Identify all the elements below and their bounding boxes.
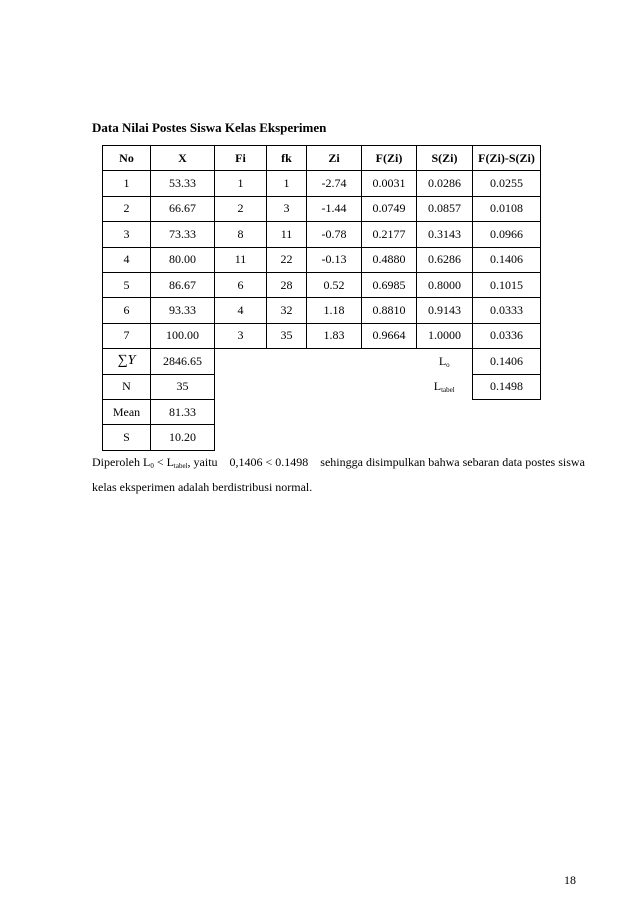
header-cell: No (103, 146, 151, 171)
header-cell: X (151, 146, 215, 171)
table-cell: 0.1015 (473, 272, 541, 297)
table-cell: 1 (103, 171, 151, 196)
lo-value: 0.1406 (473, 349, 541, 374)
table-cell: 35 (267, 323, 307, 348)
n-row (103, 374, 541, 399)
n-label: N (103, 374, 151, 399)
table-cell: 0.2177 (362, 222, 417, 247)
table-title: Data Nilai Postes Siswa Kelas Eksperimen (92, 120, 327, 135)
table-cell: 1 (267, 171, 307, 196)
table-cell: -1.44 (307, 196, 362, 221)
table-cell: 0.6286 (417, 247, 473, 272)
table-cell: 0.9664 (362, 323, 417, 348)
table-cell: 0.9143 (417, 298, 473, 323)
mean-row (103, 399, 541, 424)
table-cell: 66.67 (151, 196, 215, 221)
table-cell: 0.8000 (417, 272, 473, 297)
table-cell: 80.00 (151, 247, 215, 272)
table-cell: 32 (267, 298, 307, 323)
table-cell: 8 (215, 222, 267, 247)
table-cell: 86.67 (151, 272, 215, 297)
table-cell: 0.0108 (473, 196, 541, 221)
header-cell: fk (267, 146, 307, 171)
conclusion-line-1: Diperoleh $L_0 < L_{tabel}$, yaitu 0,1406 < 0.1498 sehingga disimpulkan bahwa sebaran data postes siswa (92, 455, 585, 470)
table-cell: 0.0966 (473, 222, 541, 247)
table-cell: 0.3143 (417, 222, 473, 247)
table-cell: 3 (215, 323, 267, 348)
table-cell: 0.4880 (362, 247, 417, 272)
table-cell: 1.0000 (417, 323, 473, 348)
table-cell: 3 (267, 196, 307, 221)
table-cell: 53.33 (151, 171, 215, 196)
table-cell: 73.33 (151, 222, 215, 247)
table-cell: 93.33 (151, 298, 215, 323)
table-row (103, 196, 541, 221)
table-cell: 7 (103, 323, 151, 348)
table-cell: 28 (267, 272, 307, 297)
s-label: S (103, 425, 151, 450)
header-cell: F(Zi)-S(Zi) (473, 146, 541, 171)
table-row (103, 171, 541, 196)
s-row (103, 425, 541, 450)
header-cell: Zi (307, 146, 362, 171)
table-cell: 0.0031 (362, 171, 417, 196)
mean-label: Mean (103, 399, 151, 424)
table-cell: 2 (215, 196, 267, 221)
table-cell: 0.52 (307, 272, 362, 297)
table-cell: 6 (215, 272, 267, 297)
table-cell: 0.6985 (362, 272, 417, 297)
table-cell: 4 (103, 247, 151, 272)
table-cell: 1.83 (307, 323, 362, 348)
table-cell: 0.0336 (473, 323, 541, 348)
table-cell: 0.0857 (417, 196, 473, 221)
table-row (103, 298, 541, 323)
sum-label: ∑Y (103, 349, 151, 374)
table-cell: 1.18 (307, 298, 362, 323)
table-cell: -0.78 (307, 222, 362, 247)
table-cell: 11 (267, 222, 307, 247)
table-cell: 0.1406 (473, 247, 541, 272)
ltabel-label: $L_{tabel}$ (433, 379, 455, 395)
table-row (103, 222, 541, 247)
n-value: 35 (151, 374, 215, 399)
table-cell: 11 (215, 247, 267, 272)
table-header-row (103, 146, 541, 171)
table-cell: 22 (267, 247, 307, 272)
table-cell: 0.0749 (362, 196, 417, 221)
page-number: 18 (564, 873, 576, 887)
sum-row (103, 349, 541, 374)
table-cell: 6 (103, 298, 151, 323)
statistics-table (102, 145, 541, 451)
sum-value: 2846.65 (151, 349, 215, 374)
lo-label: $L_o$ (438, 354, 450, 370)
mean-value: 81.33 (151, 399, 215, 424)
ltabel-value: 0.1498 (473, 374, 541, 399)
conclusion-line-2: kelas eksperimen adalah berdistribusi normal. (92, 480, 313, 494)
table-cell: 100.00 (151, 323, 215, 348)
header-cell: F(Zi) (362, 146, 417, 171)
table-cell: 0.8810 (362, 298, 417, 323)
table-row (103, 247, 541, 272)
table-cell: 5 (103, 272, 151, 297)
s-value: 10.20 (151, 425, 215, 450)
table-cell: 2 (103, 196, 151, 221)
table-cell: 0.0255 (473, 171, 541, 196)
table-cell: 1 (215, 171, 267, 196)
header-cell: Fi (215, 146, 267, 171)
table-cell: 3 (103, 222, 151, 247)
table-row (103, 323, 541, 348)
table-cell: 0.0333 (473, 298, 541, 323)
header-cell: S(Zi) (417, 146, 473, 171)
table-row (103, 272, 541, 297)
table-cell: -0.13 (307, 247, 362, 272)
table-cell: 0.0286 (417, 171, 473, 196)
table-cell: 4 (215, 298, 267, 323)
table-cell: -2.74 (307, 171, 362, 196)
